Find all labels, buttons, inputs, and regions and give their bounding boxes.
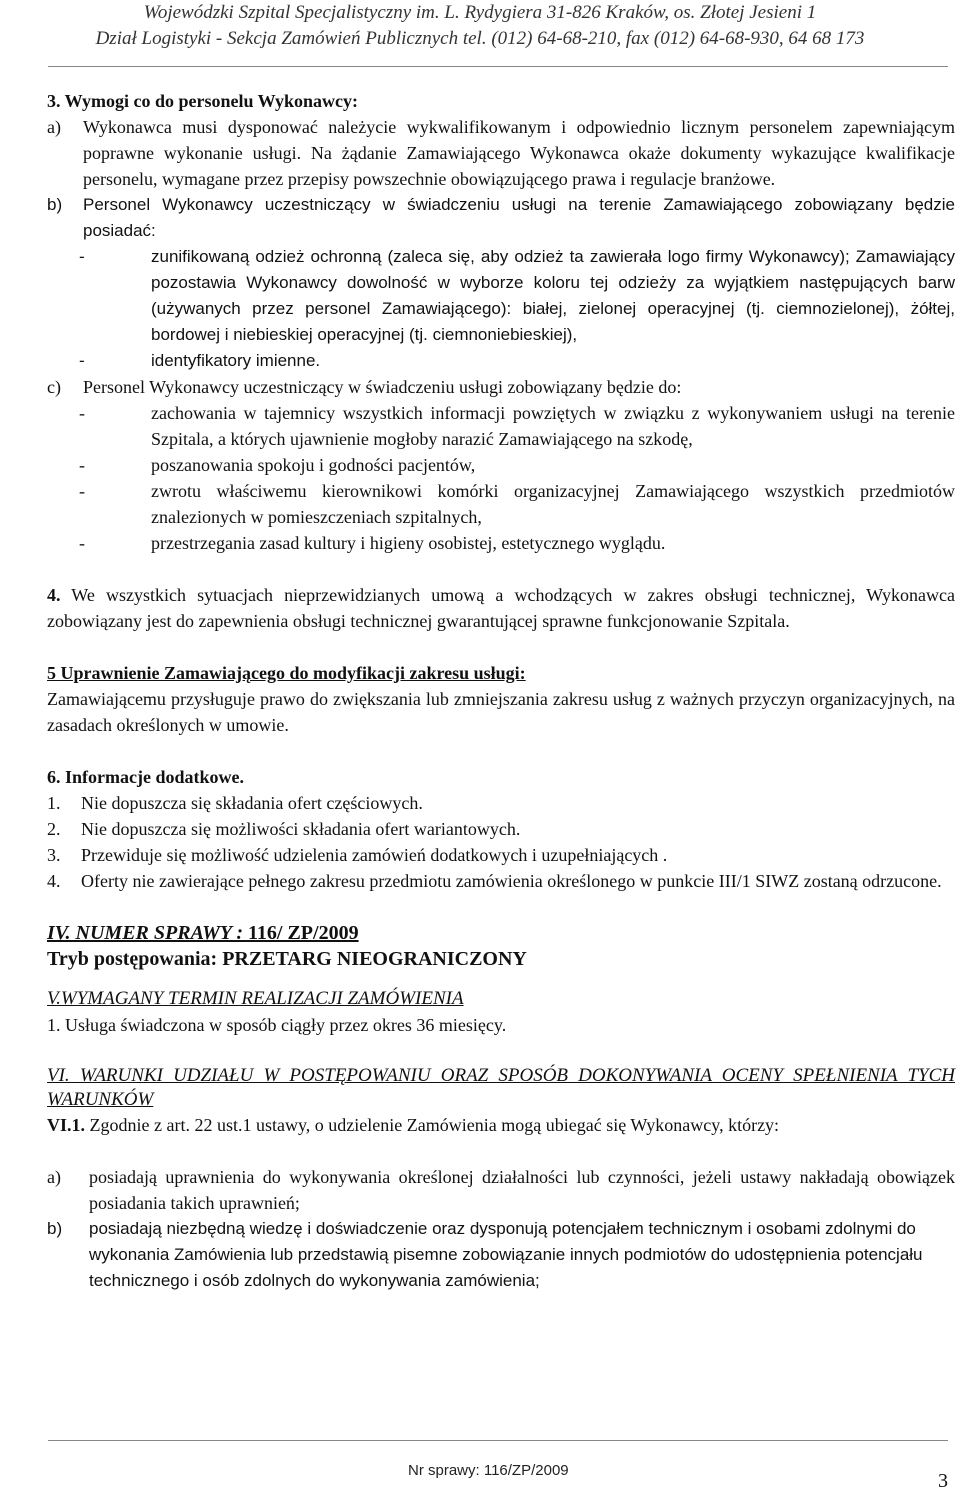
document-body (47, 88, 955, 1294)
procedure-label: Tryb postępowania: (47, 948, 218, 970)
section-v-item: 1. Usługa świadczona w sposób ciągły przez okres 36 miesięcy. (47, 1015, 507, 1035)
list-item-text: zachowania w tajemnicy wszystkich informacji powziętych w związku z wykonywaniem usługi na terenie Szpitala, a których ujawnienie mogłoby narazić Zamawiającego na szkodę, (151, 403, 955, 449)
section-4-number: 4. (47, 585, 61, 605)
section-vi-lead-number: VI.1. (47, 1115, 86, 1135)
section-3-a-text: Wykonawca musi dysponować należycie wykwalifikowanym i odpowiednio licznym personelem zapewniającym poprawne wykonanie usługi. Na żądanie Zamawiającego Wykonawca okaże dokumenty wykazujące kwalifikacje personelu, wymagane przez przepisy powszechnie obowiązującego prawa i regulacje branżowe. (83, 117, 955, 189)
header-rule (48, 66, 948, 67)
section-vi-a-text: posiadają uprawnienia do wykonywania określonej działalności lub czynności, jeżeli ustawy nakładają obowiązek posiadania takich uprawnień; (89, 1167, 955, 1213)
list-item-text: przestrzegania zasad kultury i higieny osobistej, estetycznego wyglądu. (151, 533, 666, 553)
footer-case-number: Nr sprawy: 116/ZP/2009 (408, 1462, 569, 1479)
list-item (47, 868, 955, 894)
section-5-text: Zamawiającemu przysługuje prawo do zwiększania lub zmniejszania zakresu usług z ważnych przyczyn organizacyjnych, na zasadach określonych w umowie. (47, 689, 955, 735)
section-vi-b (47, 1216, 955, 1294)
section-6-title: 6. Informacje dodatkowe. (47, 767, 244, 787)
list-item-number: 3. (47, 845, 61, 865)
section-3-c-text: Personel Wykonawcy uczestniczący w świadczeniu usługi zobowiązany będzie do: (83, 377, 682, 397)
dash-marker: - (79, 351, 85, 370)
section-4-text: We wszystkich sytuacjach nieprzewidzianych umową a wchodzących w zakres obsługi technicznej, Wykonawca zobowiązany jest do zapewnienia obsługi technicznej gwarantującej sprawne funkcjonowanie Szpitala. (47, 585, 955, 631)
list-item-number: 2. (47, 819, 61, 839)
section-3-b (47, 192, 955, 244)
footer-rule (48, 1440, 948, 1441)
section-vi-a-marker: a) (47, 1167, 61, 1187)
section-vi-b-marker: b) (47, 1219, 63, 1238)
list-item (47, 348, 955, 374)
dash-marker: - (79, 403, 85, 423)
section-3-a-marker: a) (47, 117, 61, 137)
section-vi-title: VI. WARUNKI UDZIAŁU W POSTĘPOWANIU ORAZ SPOSÓB DOKONYWANIA OCENY SPEŁNIENIA TYCH WARUNKÓW (47, 1065, 955, 1110)
list-item-text: Oferty nie zawierające pełnego zakresu przedmiotu zamówienia określonego w punkcie III/1 SIWZ zostaną odrzucone. (81, 871, 942, 891)
list-item-text: poszanowania spokoju i godności pacjentów, (151, 455, 476, 475)
list-item-text: Przewiduje się możliwość udzielenia zamówień dodatkowych i uzupełniających . (81, 845, 668, 865)
section-vi-lead-text: Zgodnie z art. 22 ust.1 ustawy, o udzielenie Zamówienia mogą ubiegać się Wykonawcy, którzy: (85, 1115, 780, 1135)
section-vi-lead (47, 1112, 955, 1138)
section-v-title: V.WYMAGANY TERMIN REALIZACJI ZAMÓWIENIA (47, 988, 464, 1009)
dash-marker: - (79, 247, 85, 266)
procedure-value: PRZETARG NIEOGRANICZONY (217, 948, 527, 970)
section-3-c-marker: c) (47, 377, 61, 397)
section-vi-a (47, 1164, 955, 1216)
list-item (47, 400, 955, 452)
section-3-c (47, 374, 955, 400)
section-iv-procedure (47, 946, 955, 972)
section-4 (47, 582, 955, 634)
list-item (47, 244, 955, 348)
list-item-text: Nie dopuszcza się składania ofert częściowych. (81, 793, 423, 813)
header-line-1: Wojewódzki Szpital Specjalistyczny im. L. Rydygiera 31-826 Kraków, os. Złotej Jesieni 1 (143, 2, 817, 23)
section-vi-b-text: posiadają niezbędną wiedzę i doświadczenie oraz dysponują potencjałem technicznym i osobami zdolnymi do wykonania Zamówienia lub przedstawią pisemne zobowiązanie innych podmiotów do udostępnienia potencjału technicznego i osób zdolnych do wykonywania zamówienia; (89, 1219, 923, 1290)
section-iv-case-number (47, 920, 955, 946)
list-item (47, 842, 955, 868)
section-iv-label: IV. NUMER SPRAWY : (47, 922, 243, 944)
list-item (47, 530, 955, 556)
section-iv-value: 116/ ZP/2009 (243, 922, 359, 944)
section-3-b-marker: b) (47, 195, 63, 214)
dash-marker: - (79, 533, 85, 553)
list-item-text: Nie dopuszcza się możliwości składania ofert wariantowych. (81, 819, 521, 839)
list-item-text: zwrotu właściwemu kierownikowi komórki organizacyjnej Zamawiającego wszystkich przedmiotów znalezionych w pomieszczeniach szpitalnych, (151, 481, 955, 527)
list-item-number: 1. (47, 793, 61, 813)
list-item (47, 790, 955, 816)
dash-marker: - (79, 481, 85, 501)
page-number: 3 (938, 1470, 948, 1492)
list-item (47, 452, 955, 478)
section-3-a (47, 114, 955, 192)
list-item (47, 478, 955, 530)
list-item-text: zunifikowaną odzież ochronną (zaleca się, aby odzież ta zawierała logo firmy Wykonawcy); Zamawiający pozostawia Wykonawcy dowolność w wyborze koloru tej odzieży za wyjątkiem następujących barw (używanych przez personel Zamawiającego): białej, zielonej operacyjnej (tj. ciemnozielonej), żółtej, bordowej i niebieskiej operacyjnej (tj. ciemnoniebieskiej), (151, 247, 955, 344)
header-line-2: Dział Logistyki - Sekcja Zamówień Publicznych tel. (012) 64-68-210, fax (012) 64-68-930, 64 68 173 (95, 28, 865, 49)
list-item-number: 4. (47, 871, 61, 891)
section-5-title: 5 Uprawnienie Zamawiającego do modyfikacji zakresu usługi: (47, 663, 526, 683)
dash-marker: - (79, 455, 85, 475)
section-3-title: 3. Wymogi co do personelu Wykonawcy: (47, 91, 359, 111)
section-3-b-text: Personel Wykonawcy uczestniczący w świadczeniu usługi na terenie Zamawiającego zobowiązany będzie posiadać: (83, 195, 955, 240)
list-item-text: identyfikatory imienne. (151, 351, 321, 370)
list-item (47, 816, 955, 842)
